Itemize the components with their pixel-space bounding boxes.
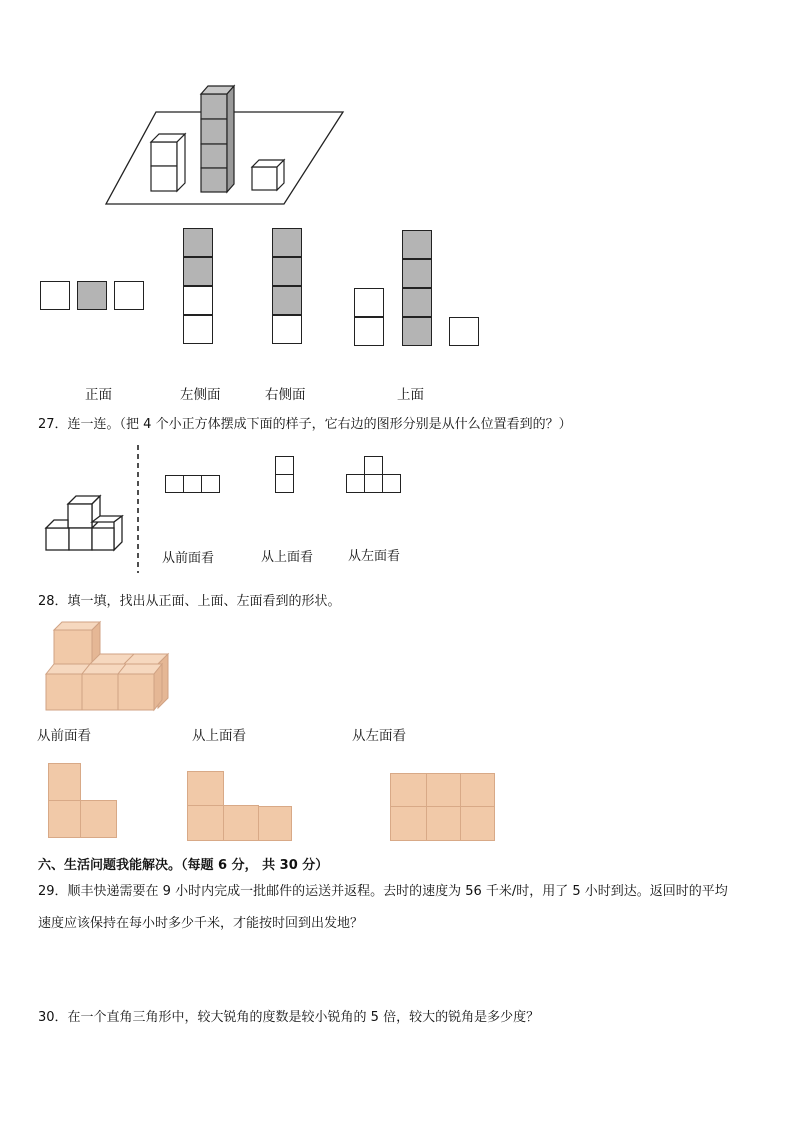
q27-cube-figure: [44, 492, 129, 554]
question-29-line-1: 29．顺丰快递需要在 9 小时内完成一批邮件的运送并返程。去时的速度为 56 千米/时，用了 5 小时到达。返回时的平均: [38, 884, 728, 899]
section-6-heading: 六、生活问题我能解决。（每题 6 分， 共 30 分）: [38, 858, 329, 873]
question-27-prompt: 27．连一连。（把 4 个小正方体摆成下面的样子，它右边的图形分别是从什么位置看到的？）: [38, 417, 572, 432]
q28-tan-cube-figure: [44, 620, 172, 712]
q27-label-front: 从前面看: [162, 551, 215, 566]
question-30-text: 30．在一个直角三角形中，较大锐角的度数是较小锐角的 5 倍，较大的锐角是多少度？: [38, 1010, 540, 1025]
q28-label-left: 从左面看: [352, 728, 406, 744]
cube-arrangement-figure: [100, 80, 350, 210]
question-28-prompt: 28．填一填，找出从正面、上面、左面看到的形状。: [38, 594, 341, 609]
view-label-front: 正面: [85, 387, 112, 403]
q28-label-top: 从上面看: [192, 728, 246, 744]
view-label-top: 上面: [397, 387, 424, 403]
question-29-line-2: 速度应该保持在每小时多少千米，才能按时回到出发地？: [38, 916, 364, 931]
q27-label-top: 从上面看: [261, 550, 314, 565]
dashed-divider: [135, 445, 141, 575]
q27-label-left: 从左面看: [348, 549, 401, 564]
view-label-left-side: 左侧面: [180, 387, 221, 403]
q28-label-front: 从前面看: [37, 728, 91, 744]
view-label-right-side: 右侧面: [265, 387, 306, 403]
